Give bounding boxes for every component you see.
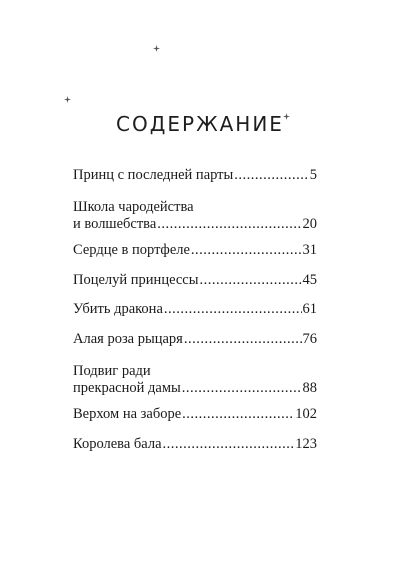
entry-title: Убить дракона bbox=[73, 301, 163, 317]
page-title: СОДЕРЖАНИЕ bbox=[116, 112, 284, 136]
entry-title: Королева бала bbox=[73, 436, 162, 452]
page-number: 123 bbox=[295, 436, 317, 452]
dot-leader bbox=[163, 436, 295, 453]
toc-entry[interactable] bbox=[73, 167, 317, 184]
page-number: 102 bbox=[295, 406, 317, 422]
entry-title: Принц с последней парты bbox=[73, 167, 234, 183]
dot-leader bbox=[182, 406, 294, 423]
entry-title: Поцелуй принцессы bbox=[73, 272, 199, 288]
dot-leader bbox=[157, 216, 301, 233]
dot-leader bbox=[191, 242, 302, 259]
toc-entry[interactable] bbox=[73, 436, 317, 453]
dot-leader bbox=[234, 167, 308, 184]
page-number: 5 bbox=[309, 167, 317, 183]
toc-entry[interactable] bbox=[73, 363, 317, 397]
dot-leader bbox=[164, 301, 302, 318]
toc-entry[interactable] bbox=[73, 272, 317, 289]
table-of-contents bbox=[73, 0, 317, 587]
star-icon bbox=[64, 96, 71, 103]
page-number: 45 bbox=[302, 272, 317, 288]
entry-title: Верхом на заборе bbox=[73, 406, 182, 422]
toc-entry[interactable] bbox=[73, 406, 317, 423]
dot-leader bbox=[184, 331, 302, 348]
toc-entry[interactable] bbox=[73, 301, 317, 318]
page-number: 61 bbox=[302, 301, 317, 317]
toc-entry[interactable] bbox=[73, 199, 317, 233]
entry-title: и волшебства bbox=[73, 216, 157, 232]
entry-title: Подвиг ради bbox=[73, 363, 151, 379]
page-number: 20 bbox=[302, 216, 317, 232]
dot-leader bbox=[200, 272, 302, 289]
entry-title: Школа чародейства bbox=[73, 199, 194, 215]
toc-entry[interactable] bbox=[73, 242, 317, 259]
page-number: 31 bbox=[302, 242, 317, 258]
entry-title: Алая роза рыцаря bbox=[73, 331, 183, 347]
entry-title: Сердце в портфеле bbox=[73, 242, 190, 258]
page-number: 76 bbox=[302, 331, 317, 347]
dot-leader bbox=[182, 380, 302, 397]
page-number: 88 bbox=[302, 380, 317, 396]
toc-entry[interactable] bbox=[73, 331, 317, 348]
entry-title: прекрасной дамы bbox=[73, 380, 181, 396]
